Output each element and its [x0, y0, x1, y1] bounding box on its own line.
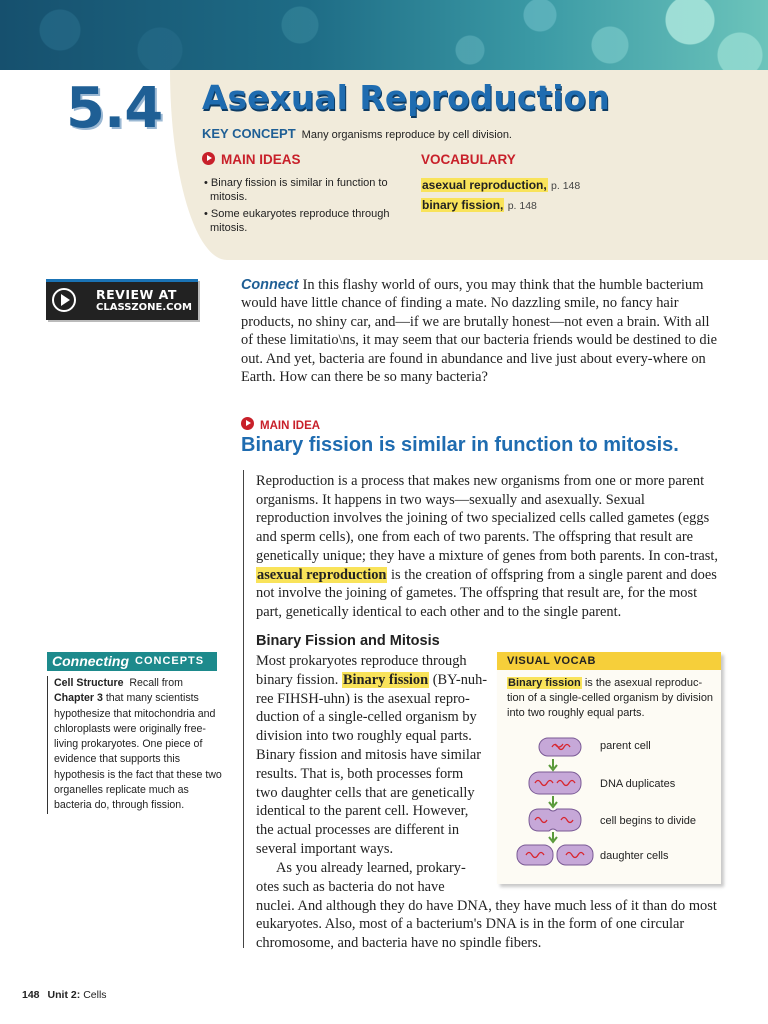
list-item: • Some eukaryotes reproduce through mitosis.	[204, 208, 390, 234]
text-run: Most prokaryotes reproduce through binary fission.	[256, 653, 467, 688]
unit-name: Cells	[83, 989, 107, 1001]
play-circle-icon	[52, 288, 76, 312]
text-run-narrow: As you already learned, prokary-otes such as bacteria do not have	[256, 860, 466, 895]
connecting-concepts-text	[47, 676, 222, 814]
daughter-cell	[517, 845, 553, 865]
vocab-page: p. 148	[507, 200, 537, 212]
main-idea-2: Some eukaryotes reproduce through mitosis.	[210, 208, 390, 234]
text-run: (BY-nuh-ree FIHSH-uhn) is the asexual repro-duction of a single-celled organism by division into two roughly equal parts. Binary fission and mitosis have similar results. That is, both processes form two daughter cells that are genetically identical to the parent cell. However, the actual processes are different in several important ways.	[256, 671, 488, 857]
key-concept	[202, 126, 512, 141]
pinching-cell	[529, 809, 581, 831]
vocab-term: asexual reproduction,	[422, 178, 547, 192]
key-concept-label: KEY CONCEPT	[202, 126, 296, 141]
connecting-label: Connecting	[52, 653, 129, 669]
list-item: • Binary fission is similar in function to mitosis.	[204, 177, 388, 203]
review-site: CLASSZONE.COM	[96, 302, 192, 313]
column-rule	[243, 470, 244, 948]
connect-text: In this flashy world of ours, you may think that the humble bacterium would have little chance of finding a mate. No dazzling smile, no fancy hair products, no shiny car, and—if we are brutally honest—not even a brain. With all of these limitatio\ns, it may seem that our bacteria friends would be destined to die out. And yet, bacteria are found in abundance and live just about every-where on Earth. How can there be so many bacteria?	[241, 277, 717, 386]
body-paragraph-1	[256, 472, 718, 622]
body-paragraph-2	[256, 652, 488, 859]
review-label: REVIEW AT	[96, 287, 177, 302]
text-run: nuclei. And although they do have DNA, they have much less of it than do most eukaryotes. Also, most of a bacterium's DNA is in the form of one circular chromosome, and bacteria have no spindle fibers.	[256, 897, 717, 952]
vocab-page: p. 148	[551, 180, 581, 192]
text-run: is the asexual reproduc-tion of a single-celled organism by division into two roughly equal parts.	[507, 677, 714, 719]
arrow-down-icon	[549, 832, 557, 842]
section-number: 5.4	[66, 76, 163, 141]
arrow-down-icon	[549, 759, 557, 770]
vocabulary-list	[421, 176, 580, 216]
visual-vocab-label: VISUAL VOCAB	[507, 655, 596, 667]
main-idea-1: Binary fission is similar in function to mitosis.	[210, 177, 388, 203]
main-ideas-label: MAIN IDEAS	[221, 152, 301, 167]
vocab-item	[421, 176, 580, 196]
text-run: Reproduction is a process that makes new organisms from one or more parent organisms. It happens in two ways—sexually and asexually. Sexual reproduction involves the joining of two specialized cells called gametes (eggs and sperm cells), one from each of two parents. The offspring that result are genetically unique; they have a mixture of genes from both parents. In con-trast,	[256, 473, 718, 564]
vocabulary-heading: VOCABULARY	[421, 152, 516, 167]
stage-label-dna-duplicates: DNA duplicates	[600, 778, 676, 790]
cc-chapter: Chapter 3	[54, 692, 103, 705]
main-idea-title: Binary fission is similar in function to mitosis.	[241, 434, 679, 456]
arrow-down-icon	[549, 796, 557, 807]
main-ideas-list	[202, 176, 402, 238]
stage-label-parent-cell: parent cell	[600, 740, 651, 752]
stage-label-cell-divides: cell begins to divide	[600, 815, 697, 827]
section-title: Asexual Reproduction	[202, 78, 610, 117]
cc-topic: Cell Structure	[54, 677, 124, 689]
daughter-cell	[557, 845, 593, 865]
header-banner-image	[0, 0, 768, 70]
text-run: that many scientists hypothesize that mitochondria and chloroplasts were originally free-living prokaryotes. One piece of evidence that supports this hypothesis is the fact that these two organelles replicate much as bacteria do, through fission.	[54, 692, 222, 812]
visual-vocab-definition	[507, 676, 717, 721]
stage-label-daughter-cells: daughter cells	[600, 850, 669, 862]
play-arrow-icon	[202, 152, 215, 165]
main-ideas-heading	[202, 152, 301, 167]
key-concept-text: Many organisms reproduce by cell division.	[301, 129, 512, 141]
dividing-cell	[529, 772, 581, 794]
text-run: Recall from	[129, 677, 183, 689]
concepts-label: CONCEPTS	[135, 655, 205, 667]
highlighted-term: Binary fission	[508, 677, 581, 689]
connect-lead: Connect	[241, 277, 299, 293]
highlighted-term: asexual reproduction	[257, 566, 387, 583]
play-arrow-icon	[241, 417, 254, 430]
main-idea-label-text: MAIN IDEA	[260, 420, 321, 432]
connecting-concepts-header	[47, 652, 217, 671]
main-idea-label	[241, 417, 320, 432]
unit-label: Unit 2:	[47, 989, 81, 1001]
vocab-term: binary fission,	[422, 198, 504, 212]
subheading: Binary Fission and Mitosis	[256, 633, 440, 649]
connect-paragraph	[241, 276, 719, 386]
review-classzone-button[interactable]	[46, 279, 198, 320]
text-run: is the creation of offspring from a single parent and does not involve the joining of gametes. The offspring that result are, for the most part, genetically identical to each other and to the single parent.	[256, 566, 717, 620]
vocab-item	[421, 196, 580, 216]
visual-vocab-header	[497, 652, 721, 670]
page-footer	[22, 989, 107, 1001]
highlighted-term: Binary fission	[342, 671, 429, 688]
visual-vocab-box	[497, 652, 721, 884]
page-number: 148	[22, 989, 40, 1001]
